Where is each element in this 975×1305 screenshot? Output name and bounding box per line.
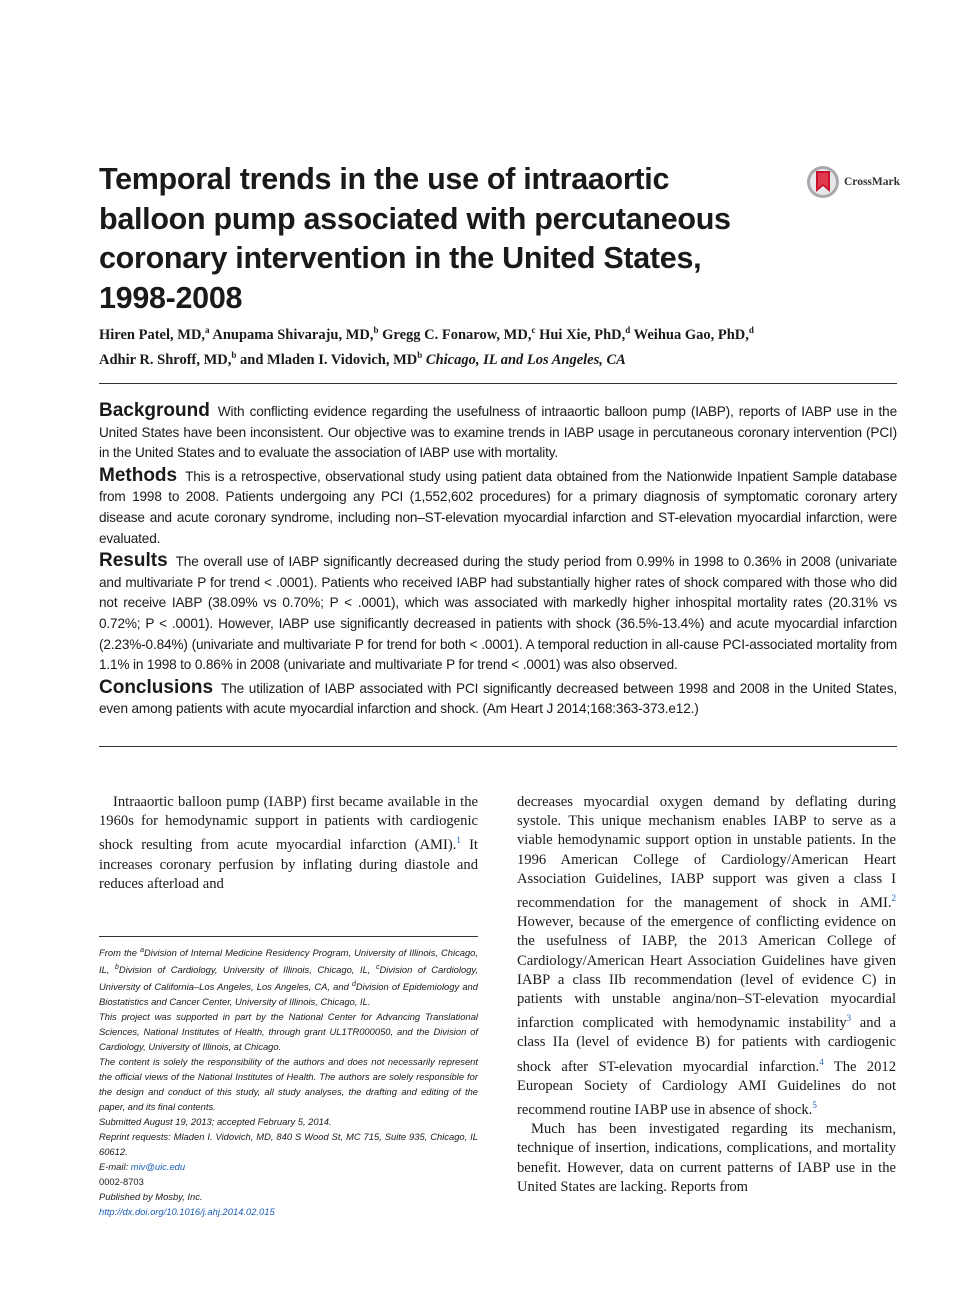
publisher: Published by Mosby, Inc.: [99, 1191, 203, 1202]
body-paragraph: Much has been investigated regarding its mechanism, technique of insertion, indications, complications, and mortality benefit. However, data on current patterns of IABP use in the United States are lacking. Reports from: [517, 1121, 896, 1195]
abstract-results: Results The overall use of IABP significantly decreased during the study period from 0.99% in 1998 to 0.36% in 2008 (univariate and multivariate P for trend < .0001). Patients who received IABP had substantially higher rates of shock compared with those who did not receive IABP (38.09% vs 0.70%; P < .0001), which was associated with markedly higher inhospital mortality rates (20.31% vs 0.72%; P < .0001). However, IABP use significantly decreased in patients with shock (36.5%-13.4%) and acute myocardial infarction (2.23%-0.84%) (univariate and multivariate P for trend for both < .0001). A temporal reduction in all-cause PCI-associated mortality from 1.1% in 1998 to 0.86% in 2008 (univariate and multivariate P for trend < .0001) was also observed.: [99, 550, 897, 673]
body-paragraph: decreases myocardial oxygen demand by deflating during systole. This unique mechanism enables IABP to serve as a viable hemodynamic support option in unstable patients. In the 1996 American College of Cardiology/American Heart Association Guidelines, IABP support was given a class I recommendation for the management of shock in AMI.$^2$ However, because of the emergence of conflicting evidence on the usefulness of IABP, the 2013 American College of Cardiology/American Heart Association Guidelines have given IABP a class IIb recommendation (level of evidence C) in patients with unstable angina/non–ST-elevation myocardial infarction complicated with hemodynamic instability$^3$ and a class IIa (level of evidence B) for patients with cardiogenic shock after ST-elevation myocardial infarction.$^4$ The 2012 European Society of Cardiology AMI Guidelines do not recommend routine IABP use in absence of shock.$^5$: [517, 794, 896, 1119]
crossmark-label: CrossMark: [844, 176, 901, 188]
citation-link[interactable]: 1: [456, 835, 461, 846]
author-list: [99, 320, 897, 370]
author: Gregg C. Fonarow, MD,$^c$: [382, 325, 536, 343]
abstract: [99, 401, 897, 722]
body-column-left: [99, 793, 478, 894]
affiliations: From the $^a$Division of Internal Medicine Residency Program, University of Illinois, Chicago, IL, $^b$Division of Cardiology, University of Illinois, Chicago, IL, $^c$Division of Cardiology, University of California–Los Angeles, Los Angeles, CA, and $^d$Division of Epidemiology and Biostatistics and Cancer Center, University of Illinois, Chicago, IL.: [99, 947, 479, 1007]
section-heading: Background: [99, 400, 210, 421]
email-line: E-mail: miv@uic.edu: [99, 1161, 186, 1172]
author: Adhir R. Shroff, MD,$^b$: [99, 350, 237, 368]
reprint-requests: Reprint requests: Mladen I. Vidovich, MD, 840 S Wood St, MC 715, Suite 935, Chicago, IL 60612.: [99, 1131, 478, 1157]
divider: [99, 746, 897, 747]
author: Anupama Shivaraju, MD,$^b$: [212, 325, 379, 343]
author: Weihua Gao, PhD,$^d$: [633, 325, 754, 343]
abstract-methods: Methods This is a retrospective, observational study using patient data obtained from the Nationwide Inpatient Sample database from 1998 to 2008. Patients undergoing any PCI (1,552,602 procedures) for a primary diagnosis of symptomatic coronary artery disease and acute coronary syndrome, including non–ST-elevation myocardial infarction and ST-elevation myocardial infarction, were evaluated.: [99, 464, 897, 546]
citation-link[interactable]: 5: [812, 1100, 817, 1111]
issn: 0002-8703: [99, 1176, 144, 1187]
citation-link[interactable]: 3: [846, 1013, 852, 1024]
email-link[interactable]: miv@uic.edu: [130, 1161, 186, 1172]
doi-link[interactable]: http://dx.doi.org/10.1016/j.ahj.2014.02.015: [99, 1206, 275, 1217]
divider: [99, 383, 897, 384]
section-heading: Methods: [99, 464, 178, 486]
disclaimer-note: The content is solely the responsibility of the authors and does not necessarily represent the official views of the National Institutes of Health. The authors are solely responsible for the design and conduct of this study, all study analyses, the drafting and editing of the paper, and its final contents.: [99, 1056, 478, 1112]
section-heading: Conclusions: [99, 676, 214, 698]
footnotes: [99, 943, 478, 1219]
abstract-background: Background With conflicting evidence regarding the usefulness of intraaortic balloon pump (IABP), reports of IABP use in the United States have been inconsistent. Our objective was to examine trends in IABP usage in percutaneous coronary intervention (PCI) in the United States and to evaluate the association of IABP use with mortality.: [99, 400, 897, 461]
abstract-conclusions: Conclusions The utilization of IABP associated with PCI significantly decreased between 1998 and 2008 in the United States, even among patients with acute myocardial infarction and shock. (Am Heart J 2014;168:363-373.e12.): [99, 676, 897, 717]
section-heading: Results: [99, 550, 168, 572]
author: Hui Xie, PhD,$^d$: [539, 325, 631, 343]
submission-dates: Submitted August 19, 2013; accepted February 5, 2014.: [99, 1116, 332, 1127]
author-location: Chicago, IL and Los Angeles, CA: [425, 352, 626, 368]
citation-link[interactable]: 4: [819, 1056, 824, 1067]
crossmark-badge[interactable]: [806, 165, 900, 199]
body-paragraph: Intraaortic balloon pump (IABP) first became available in the 1960s for hemodynamic support in patients with cardiogenic shock resulting from acute myocardial infarction (AMI).$^1$ It increases coronary perfusion by inflating during diastole and reduces afterload and: [99, 794, 478, 892]
body-column-right: [517, 793, 896, 1197]
citation-link[interactable]: 2: [891, 893, 896, 904]
author: and Mladen I. Vidovich, $MD^b$: [240, 350, 423, 368]
footnote-divider: [99, 936, 478, 937]
article-title: Temporal trends in the use of intraaortic balloon pump associated with percutaneous coronary intervention in the United States, 1998-2008: [99, 162, 731, 315]
crossmark-icon: [806, 165, 840, 199]
funding-note: This project was supported in part by the National Center for Advancing Translational Sciences, National Institutes of Health, through grant UL1TR000050, and the Division of Cardiology, University of Illinois, at Chicago.: [99, 1011, 478, 1052]
author: Hiren Patel, MD,$^a$: [99, 325, 210, 343]
